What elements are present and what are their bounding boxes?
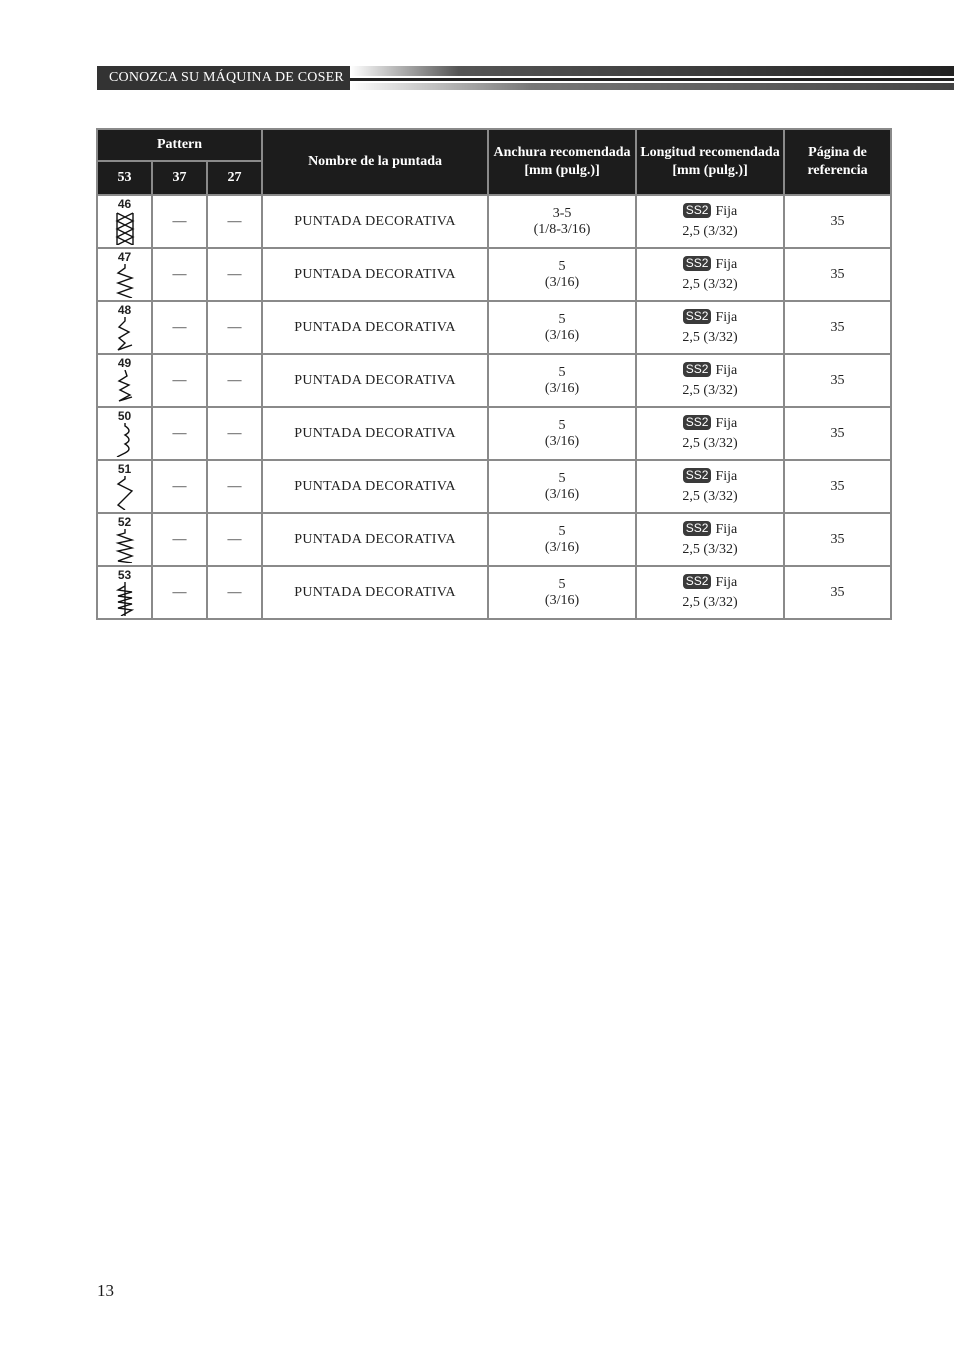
length-cell	[636, 248, 784, 301]
pattern-27-cell: —	[207, 407, 262, 460]
fixed-label: Fija	[715, 415, 738, 431]
slant-stitch-icon	[113, 370, 137, 404]
stitch-name: PUNTADA DECORATIVA	[262, 513, 488, 566]
pattern-cell	[97, 354, 152, 407]
length-cell	[636, 195, 784, 248]
reference-page: 35	[784, 354, 891, 407]
width-mm: 3-5	[552, 205, 572, 221]
chevron-stitch-icon	[113, 476, 137, 510]
table-row	[97, 513, 891, 566]
reference-page: 35	[784, 195, 891, 248]
reference-page: 35	[784, 301, 891, 354]
width-mm: 5	[558, 311, 566, 327]
pattern-cell	[97, 460, 152, 513]
pattern-27-cell: —	[207, 354, 262, 407]
width-inch: (3/16)	[544, 486, 580, 502]
header-rule	[350, 66, 954, 90]
stitch-table	[96, 128, 892, 620]
page-number: 13	[97, 1281, 114, 1300]
pattern-37-cell: —	[152, 407, 207, 460]
stitch-name: PUNTADA DECORATIVA	[262, 195, 488, 248]
length-header: Longitud recomendada [mm (pulg.)]	[636, 129, 784, 195]
fixed-label: Fija	[715, 362, 738, 378]
pattern-number: 48	[117, 303, 132, 317]
length-value: 2,5 (3/32)	[682, 435, 738, 451]
pattern-27-cell: —	[207, 248, 262, 301]
table-row	[97, 195, 891, 248]
length-value: 2,5 (3/32)	[682, 382, 738, 398]
table-row	[97, 407, 891, 460]
pattern-number: 52	[117, 515, 132, 529]
ss2-badge: SS2	[683, 203, 712, 218]
width-mm: 5	[558, 364, 566, 380]
pattern-cell	[97, 407, 152, 460]
width-inch: (3/16)	[544, 380, 580, 396]
pattern-number: 49	[117, 356, 132, 370]
pattern-header: Pattern	[97, 129, 262, 161]
reference-page: 35	[784, 566, 891, 619]
width-cell	[488, 248, 636, 301]
width-header: Anchura recomendada [mm (pulg.)]	[488, 129, 636, 195]
length-value: 2,5 (3/32)	[682, 594, 738, 610]
width-cell	[488, 566, 636, 619]
width-cell	[488, 407, 636, 460]
width-inch: (3/16)	[544, 327, 580, 343]
width-inch: (3/16)	[544, 592, 580, 608]
pattern-number: 50	[117, 409, 132, 423]
length-cell	[636, 513, 784, 566]
reference-page: 35	[784, 513, 891, 566]
pattern-27-cell: —	[207, 566, 262, 619]
section-header	[97, 66, 954, 90]
pattern-27-cell: —	[207, 301, 262, 354]
wave-stitch-icon	[113, 317, 137, 351]
pattern-number: 53	[117, 568, 132, 582]
width-mm: 5	[558, 470, 566, 486]
length-value: 2,5 (3/32)	[682, 329, 738, 345]
pattern-cell	[97, 513, 152, 566]
pattern-37-cell: —	[152, 354, 207, 407]
pattern-27-cell: —	[207, 513, 262, 566]
cross-stitch-icon	[113, 211, 137, 245]
stitch-name: PUNTADA DECORATIVA	[262, 301, 488, 354]
width-cell	[488, 195, 636, 248]
sawtooth-stitch-icon	[113, 529, 137, 563]
pattern-37-cell: —	[152, 301, 207, 354]
width-mm: 5	[558, 258, 566, 274]
reference-page: 35	[784, 460, 891, 513]
pattern-cell	[97, 195, 152, 248]
pattern-27-cell: —	[207, 460, 262, 513]
pattern-37-cell: —	[152, 248, 207, 301]
table-row	[97, 566, 891, 619]
pattern-27-cell: —	[207, 195, 262, 248]
pattern-37-cell: —	[152, 195, 207, 248]
length-value: 2,5 (3/32)	[682, 541, 738, 557]
fixed-label: Fija	[715, 203, 738, 219]
length-cell	[636, 460, 784, 513]
fixed-label: Fija	[715, 468, 738, 484]
pattern-cell	[97, 248, 152, 301]
page-header: Página de referencia	[784, 129, 891, 195]
pattern-cell	[97, 301, 152, 354]
scallop-stitch-icon	[113, 423, 137, 457]
pattern-37-cell: —	[152, 513, 207, 566]
stitch-name: PUNTADA DECORATIVA	[262, 566, 488, 619]
width-mm: 5	[558, 523, 566, 539]
section-title: CONOZCA SU MÁQUINA DE COSER	[97, 66, 350, 90]
name-header: Nombre de la puntada	[262, 129, 488, 195]
zigzag-stitch-icon	[113, 264, 137, 298]
table-row	[97, 460, 891, 513]
fixed-label: Fija	[715, 256, 738, 272]
length-value: 2,5 (3/32)	[682, 276, 738, 292]
ss2-badge: SS2	[683, 309, 712, 324]
ss2-badge: SS2	[683, 415, 712, 430]
pattern-number: 47	[117, 250, 132, 264]
fixed-label: Fija	[715, 574, 738, 590]
width-cell	[488, 460, 636, 513]
pattern-col-37: 37	[152, 161, 207, 195]
length-cell	[636, 354, 784, 407]
ss2-badge: SS2	[683, 362, 712, 377]
length-value: 2,5 (3/32)	[682, 488, 738, 504]
pattern-number: 51	[117, 462, 132, 476]
length-cell	[636, 301, 784, 354]
length-cell	[636, 566, 784, 619]
table-row	[97, 301, 891, 354]
pattern-col-53: 53	[97, 161, 152, 195]
width-inch: (3/16)	[544, 274, 580, 290]
fixed-label: Fija	[715, 521, 738, 537]
width-mm: 5	[558, 417, 566, 433]
length-value: 2,5 (3/32)	[682, 223, 738, 239]
stitch-name: PUNTADA DECORATIVA	[262, 407, 488, 460]
width-mm: 5	[558, 576, 566, 592]
pattern-37-cell: —	[152, 460, 207, 513]
width-inch: (3/16)	[544, 539, 580, 555]
stitch-name: PUNTADA DECORATIVA	[262, 460, 488, 513]
length-cell	[636, 407, 784, 460]
stitch-name: PUNTADA DECORATIVA	[262, 354, 488, 407]
table-row	[97, 248, 891, 301]
feather-stitch-icon	[113, 582, 137, 616]
width-cell	[488, 354, 636, 407]
ss2-badge: SS2	[683, 468, 712, 483]
stitch-name: PUNTADA DECORATIVA	[262, 248, 488, 301]
pattern-col-27: 27	[207, 161, 262, 195]
width-inch: (1/8-3/16)	[533, 221, 591, 237]
width-cell	[488, 301, 636, 354]
reference-page: 35	[784, 248, 891, 301]
pattern-cell	[97, 566, 152, 619]
fixed-label: Fija	[715, 309, 738, 325]
reference-page: 35	[784, 407, 891, 460]
ss2-badge: SS2	[683, 521, 712, 536]
pattern-number: 46	[117, 197, 132, 211]
table-row	[97, 354, 891, 407]
pattern-37-cell: —	[152, 566, 207, 619]
width-inch: (3/16)	[544, 433, 580, 449]
ss2-badge: SS2	[683, 574, 712, 589]
width-cell	[488, 513, 636, 566]
ss2-badge: SS2	[683, 256, 712, 271]
